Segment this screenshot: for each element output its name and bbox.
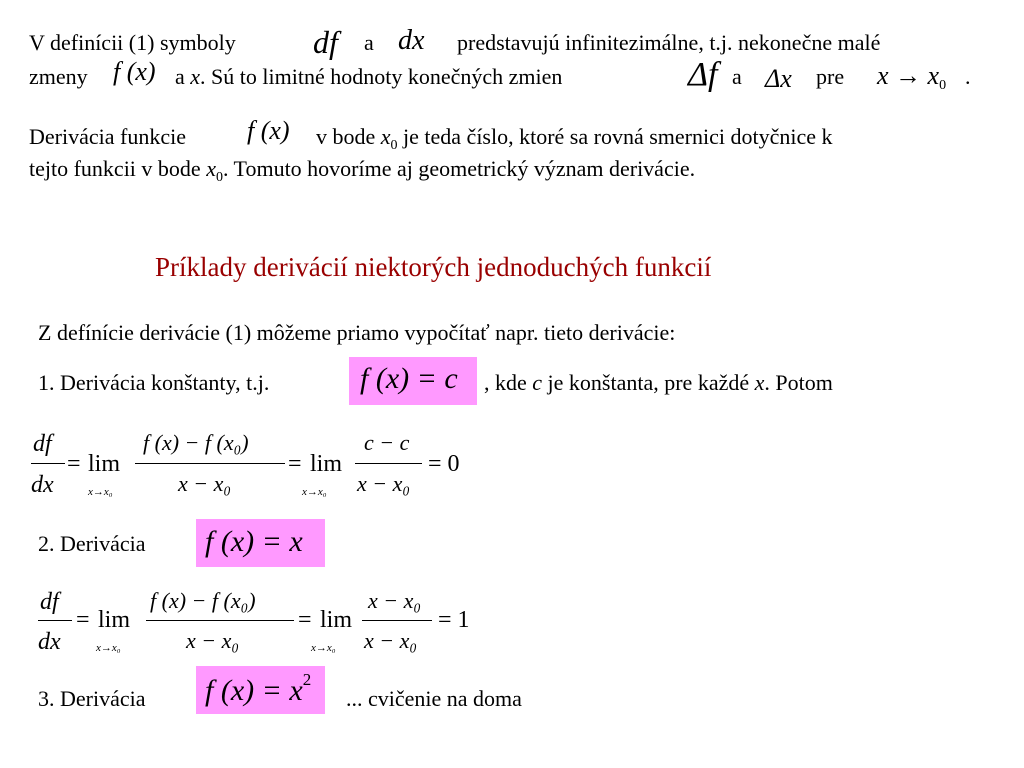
eq2-fraction-bar-2: [146, 620, 294, 621]
intro-text: Z defínície derivácie (1) môžeme priamo vypočítať napr. tieto derivácie:: [38, 320, 676, 345]
p2-line1: v bode $x_0$ je teda číslo, ktoré sa rovná smernici dotyčnice k: [316, 124, 833, 153]
eq2-equals-2: =: [298, 607, 312, 633]
ex3-homework: ... cvičenie na doma: [346, 686, 522, 711]
eq2-lim-1: lim: [98, 607, 131, 633]
p1-text-start: V definícii (1) symboly: [29, 30, 236, 55]
eq1-num-2: c − c: [364, 430, 410, 455]
eq2-df: df: [40, 589, 59, 615]
eq1-equals-1: =: [67, 451, 81, 477]
eq1-lim-1: lim: [88, 451, 121, 477]
eq2-fraction-bar-1: [38, 620, 72, 621]
delta-x-symbol: Δx: [765, 64, 792, 93]
x-to-x0: x → x0: [877, 61, 947, 93]
p1-dot: .: [965, 64, 971, 89]
dx-symbol: dx: [398, 25, 425, 56]
ex1-label: 1. Derivácia konštanty, t.j.: [38, 370, 270, 395]
eq2-equals-1: =: [76, 607, 90, 633]
p1-a-1: a: [364, 30, 374, 55]
eq1-lim-2: lim: [310, 451, 343, 477]
eq1-fraction-bar-2: [135, 463, 285, 464]
eq1-fraction-bar-1: [31, 463, 65, 464]
ex2-label: 2. Derivácia: [38, 531, 146, 556]
eq2-den-2: x − x₀: [364, 628, 418, 653]
eq2-fraction-bar-3: [362, 620, 432, 621]
eq1-den-2: x − x₀: [357, 471, 411, 496]
ex3-label: 3. Derivácia: [38, 686, 146, 711]
section-heading: Príklady derivácií niektorých jednoduchých funkcií: [155, 252, 712, 282]
eq2-num-1: f (x) − f (x₀): [150, 588, 256, 613]
eq2-result: = 1: [438, 607, 470, 633]
eq1-equals-2: =: [288, 451, 302, 477]
ex3-formula: f $(x) = x^2$: [205, 670, 312, 707]
p1-zmeny: zmeny: [29, 64, 88, 89]
eq1-result: = 0: [428, 451, 460, 477]
p1-line2: a x. Sú to limitné hodnoty konečných zmien: [175, 64, 563, 89]
eq2-num-2: x − x₀: [368, 588, 422, 613]
eq2-den-1: x − x₀: [186, 628, 240, 653]
eq1-dx: dx: [31, 472, 54, 498]
eq1-fraction-bar-3: [355, 463, 422, 464]
p1-fx: f (x): [113, 57, 156, 86]
eq1-den-1: x − x₀: [178, 471, 232, 496]
ex2-formula: f (x) = x: [205, 525, 303, 558]
df-symbol: df: [313, 24, 338, 60]
eq1-num-1: f (x) − f (x₀): [143, 430, 249, 455]
p1-a-2: a: [732, 64, 742, 89]
eq1-lim-sub-1: x→x₀: [88, 486, 113, 498]
ex1-rest: , kde c je konštanta, pre každé x. Potom: [484, 370, 833, 395]
eq2-lim-2: lim: [320, 607, 353, 633]
eq1-df: df: [33, 431, 52, 457]
delta-f-symbol: Δf: [688, 56, 718, 93]
eq2-lim-sub-1: x→x₀: [96, 642, 121, 654]
p2-derivacia-funkcie: Derivácia funkcie: [29, 124, 186, 149]
eq2-lim-sub-2: x→x₀: [311, 642, 336, 654]
p2-line2: tejto funkcii v bode $x_0$. Tomuto hovoríme aj geometrický význam derivácie.: [29, 156, 696, 185]
p1-pre: pre: [816, 64, 845, 89]
eq2-dx: dx: [38, 629, 61, 655]
p2-fx: f (x): [247, 116, 290, 145]
p1-text-end: predstavujú infinitezimálne, t.j. nekonečne malé: [457, 30, 881, 55]
ex1-formula: f (x) = c: [360, 362, 458, 395]
eq1-lim-sub-2: x→x₀: [302, 486, 327, 498]
